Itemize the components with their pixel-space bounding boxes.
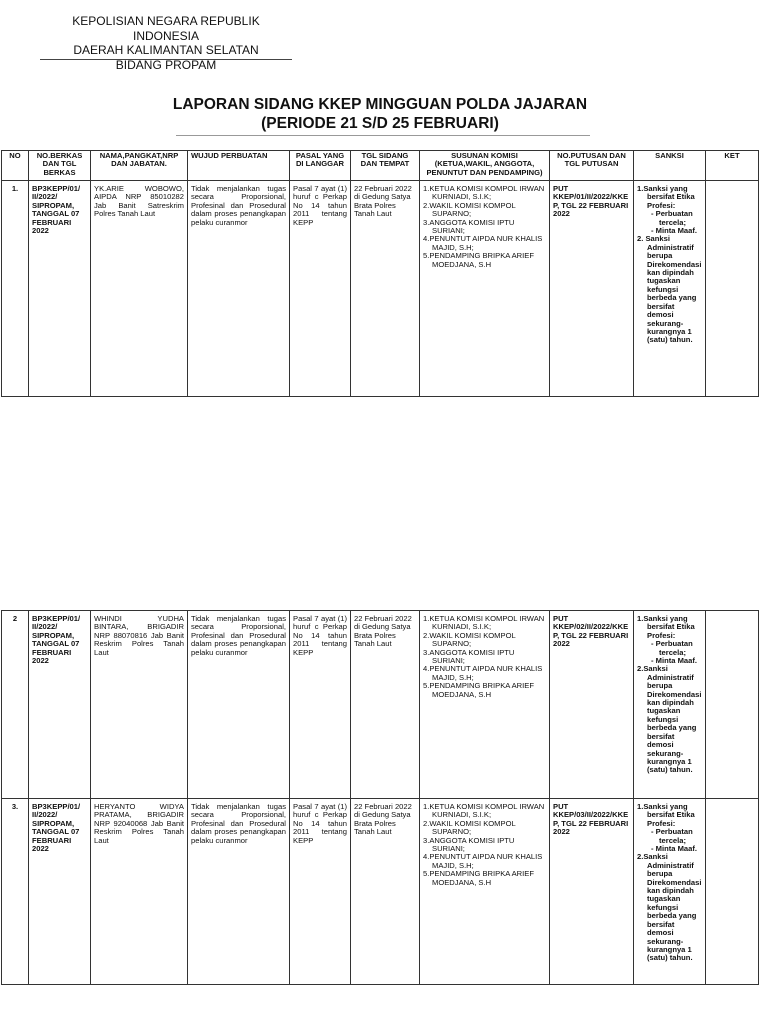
sanksi-item-1	[637, 615, 702, 665]
row-berkas: BP3KEPP/01/ II/2022/ SIPROPAM, TANGGAL 07 FEBRUARI 2022	[29, 181, 91, 397]
sanksi-item-2: 2. Sanksi Administratif berupa Direkomendasikan dipindah tugaskan kefungsi berbeda yang bersifat demosi sekurang-kurangnya 1 (satu) tahun.	[637, 234, 702, 345]
row-pasal: Pasal 7 ayat (1) huruf c Perkap No 14 tahun 2011 tentang KEPP	[290, 799, 351, 985]
sanksi-head-1: 1.Sanksi yang bersifat Etika Profesi:	[637, 802, 695, 828]
row-nama: YK.ARIE WOBOWO, AIPDA NRP 85010282 Jab Banit Satreskrim Polres Tanah Laut	[91, 181, 188, 397]
col-header-berkas: NO.BERKAS DAN TGL BERKAS	[29, 151, 91, 181]
row-pasal: Pasal 7 ayat (1) huruf c Perkap No 14 tahun 2011 tentang KEPP	[290, 181, 351, 397]
letterhead-divider	[40, 59, 292, 60]
komisi-item: 4.PENUNTUT AIPDA NUR KHALIS MAJID, S.H;	[423, 234, 543, 252]
komisi-item: 2.WAKIL KOMISI KOMPOL SUPARNO;	[423, 200, 516, 219]
table-row	[2, 611, 759, 799]
row-putusan: PUT KKEP/01/II/2022/KKEP, TGL 22 FEBRUARI 2022	[550, 181, 634, 397]
row-ket	[706, 611, 759, 799]
col-header-pasal: PASAL YANG DI LANGGAR	[290, 151, 351, 181]
komisi-item: 5.PENDAMPING BRIPKA ARIEF MOEDJANA, S.H	[423, 869, 534, 887]
komisi-item: 5.PENDAMPING BRIPKA ARIEF MOEDJANA, S.H	[423, 681, 534, 699]
komisi-item: 2.WAKIL KOMISI KOMPOL SUPARNO;	[423, 818, 516, 837]
row-sanksi	[634, 799, 706, 985]
sanksi-head-1: 1.Sanksi yang bersifat Etika Profesi:	[637, 184, 695, 210]
sanksi-subitem: - Minta Maaf.	[651, 226, 697, 236]
row-komisi	[420, 611, 550, 799]
sanksi-subitem: - Perbuatan tercela;	[651, 209, 693, 227]
row-komisi	[420, 799, 550, 985]
col-header-tgl-sidang: TGL SIDANG DAN TEMPAT	[351, 151, 420, 181]
row-sanksi	[634, 181, 706, 397]
report-title-line-2: (PERIODE 21 S/D 25 FEBRUARI)	[261, 115, 499, 132]
sanksi-item-2: 2.Sanksi Administratif berupa Direkomendasikan dipindah tugaskan kefungsi berbeda yang bersifat demosi sekurang-kurangnya 1 (satu) tahun.	[637, 852, 702, 963]
row-no: 3.	[2, 799, 29, 985]
col-header-sanksi: SANKSI	[634, 151, 706, 181]
komisi-item: 4.PENUNTUT AIPDA NUR KHALIS MAJID, S.H;	[423, 664, 543, 682]
row-ket	[706, 181, 759, 397]
komisi-list	[423, 615, 546, 699]
sanksi-item-1	[637, 803, 702, 853]
row-tgl-sidang: 22 Februari 2022 di Gedung Satya Brata Polres Tanah Laut	[351, 611, 420, 799]
sanksi-item-1	[637, 185, 702, 235]
sanksi-subitems	[647, 828, 702, 853]
row-no: 1.	[2, 181, 29, 397]
row-komisi	[420, 181, 550, 397]
komisi-item: 5.PENDAMPING BRIPKA ARIEF MOEDJANA, S.H	[423, 251, 534, 269]
report-table-page-2	[1, 610, 759, 985]
komisi-item: 1.KETUA KOMISI KOMPOL IRWAN KURNIADI, S.I.K;	[423, 184, 545, 202]
row-putusan: PUT KKEP/02/II/2022/KKEP, TGL 22 FEBRUARI 2022	[550, 611, 634, 799]
row-putusan: PUT KKEP/03/II/2022/KKEP, TGL 22 FEBRUARI 2022	[550, 799, 634, 985]
col-header-nama: NAMA,PANGKAT,NRP DAN JABATAN.	[91, 151, 188, 181]
row-no: 2	[2, 611, 29, 799]
komisi-item: 1.KETUA KOMISI KOMPOL IRWAN KURNIADI, S.I.K;	[423, 802, 545, 820]
letterhead-line-2: DAERAH KALIMANTAN SELATAN	[73, 43, 259, 57]
title-divider	[176, 135, 590, 136]
letterhead-line-1: KEPOLISIAN NEGARA REPUBLIK INDONESIA	[72, 14, 260, 43]
sanksi-item-2: 2.Sanksi Administratif berupa Direkomendasikan dipindah tugaskan kefungsi berbeda yang bersifat demosi sekurang-kurangnya 1 (satu) tahun.	[637, 664, 702, 775]
report-title	[160, 95, 600, 133]
sanksi-list	[637, 615, 702, 775]
row-wujud: Tidak menjalankan tugas secara Proporsional, Profesinal dan Prosedural dalam proses penangkapan pelaku curanmor	[188, 611, 290, 799]
komisi-item: 4.PENUNTUT AIPDA NUR KHALIS MAJID, S.H;	[423, 852, 543, 870]
row-berkas: BP3KEPP/01/ II/2022/ SIPROPAM, TANGGAL 07 FEBRUARI 2022	[29, 799, 91, 985]
row-wujud: Tidak menjalankan tugas secara Proporsional, Profesinal dan Prosedural dalam proses penangkapan pelaku curanmor	[188, 181, 290, 397]
sanksi-subitem: - Perbuatan tercela;	[651, 639, 693, 657]
col-header-no: NO	[2, 151, 29, 181]
letterhead-line-3: BIDANG PROPAM	[115, 57, 217, 72]
komisi-item: 3.ANGGOTA KOMISI IPTU SURIANI;	[423, 647, 515, 666]
row-tgl-sidang: 22 Februari 2022 di Gedung Satya Brata Polres Tanah Laut	[351, 799, 420, 985]
sanksi-subitem: - Minta Maaf.	[651, 844, 697, 854]
komisi-item: 3.ANGGOTA KOMISI IPTU SURIANI;	[423, 835, 515, 854]
row-sanksi	[634, 611, 706, 799]
row-pasal: Pasal 7 ayat (1) huruf c Perkap No 14 tahun 2011 tentang KEPP	[290, 611, 351, 799]
sanksi-list	[637, 803, 702, 963]
table-header-row	[2, 151, 759, 181]
sanksi-subitem: - Perbuatan tercela;	[651, 827, 693, 845]
komisi-item: 1.KETUA KOMISI KOMPOL IRWAN KURNIADI, S.I.K;	[423, 614, 545, 632]
sanksi-head-1: 1.Sanksi yang bersifat Etika Profesi:	[637, 614, 695, 640]
row-berkas: BP3KEPP/01/ II/2022/ SIPROPAM, TANGGAL 07 FEBRUARI 2022	[29, 611, 91, 799]
sanksi-subitems	[647, 640, 702, 665]
col-header-putusan: NO.PUTUSAN DAN TGL PUTUSAN	[550, 151, 634, 181]
komisi-item: 3.ANGGOTA KOMISI IPTU SURIANI;	[423, 217, 515, 236]
komisi-list	[423, 185, 546, 269]
letterhead	[40, 14, 292, 72]
report-title-line-1: LAPORAN SIDANG KKEP MINGGUAN POLDA JAJARAN	[172, 96, 588, 113]
col-header-ket: KET	[706, 151, 759, 181]
komisi-list	[423, 803, 546, 887]
row-tgl-sidang: 22 Februari 2022 di Gedung Satya Brata Polres Tanah Laut	[351, 181, 420, 397]
row-ket	[706, 799, 759, 985]
row-wujud: Tidak menjalankan tugas secara Proporsional, Profesinal dan Prosedural dalam proses penangkapan pelaku curanmor	[188, 799, 290, 985]
komisi-item: 2.WAKIL KOMISI KOMPOL SUPARNO;	[423, 630, 516, 649]
sanksi-list	[637, 185, 702, 345]
sanksi-subitem: - Minta Maaf.	[651, 656, 697, 666]
col-header-wujud: WUJUD PERBUATAN	[188, 151, 290, 181]
report-table-page-1	[1, 150, 759, 397]
row-nama: WHINDI YUDHA BINTARA, BRIGADIR NRP 88070816 Jab Banit Reskrim Polres Tanah Laut	[91, 611, 188, 799]
col-header-komisi: SUSUNAN KOMISI (KETUA,WAKIL, ANGGOTA, PENUNTUT DAN PENDAMPING)	[420, 151, 550, 181]
row-nama: HERYANTO WIDYA PRATAMA, BRIGADIR NRP 92040068 Jab Banit Reskrim Polres Tanah Laut	[91, 799, 188, 985]
sanksi-subitems	[647, 210, 702, 235]
table-row	[2, 799, 759, 985]
table-row	[2, 181, 759, 397]
